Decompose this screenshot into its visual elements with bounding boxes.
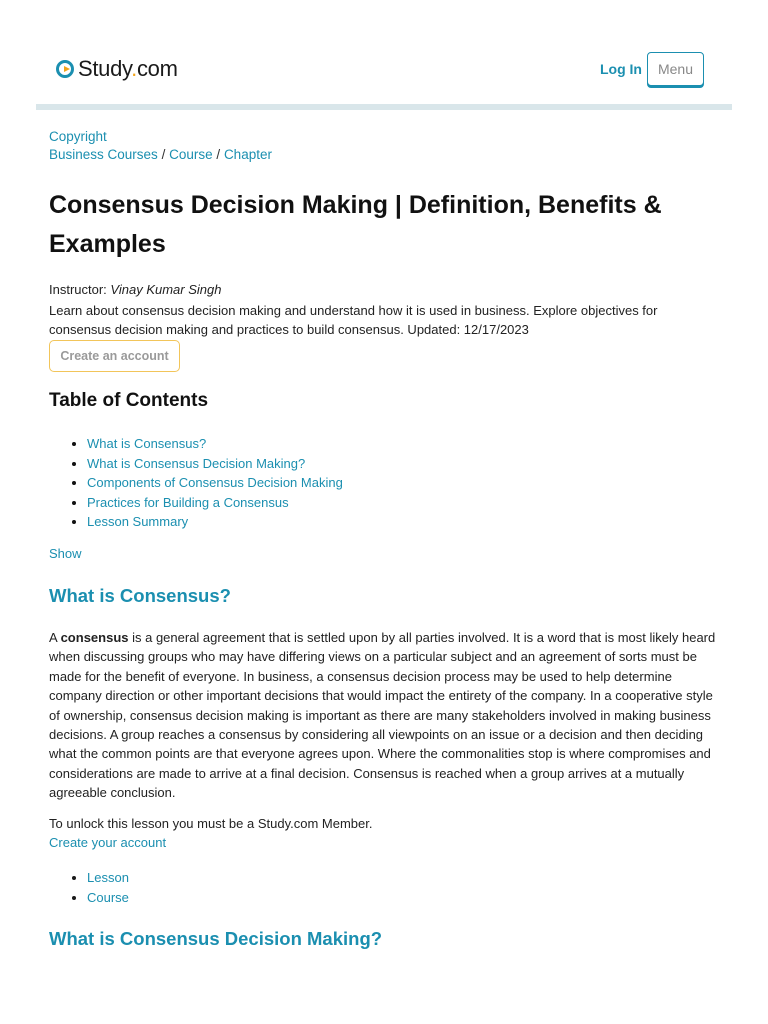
lesson-link[interactable]: Lesson [87,870,129,885]
unlock-message: To unlock this lesson you must be a Study.com Member. [49,816,373,831]
lesson-course-list [49,868,129,907]
toc-item [87,493,343,513]
breadcrumb-separator: / [216,147,221,162]
breadcrumb-copyright[interactable]: Copyright [49,129,107,144]
toc-item [87,512,343,532]
site-logo[interactable] [56,56,178,82]
instructor-line [49,282,221,297]
create-your-account-link[interactable]: Create your account [49,835,167,850]
toc-item [87,454,343,474]
header-divider [36,104,732,110]
site-header [36,0,732,104]
section-heading-what-is-consensus: What is Consensus? [49,585,231,606]
menu-button[interactable]: Menu [647,52,704,86]
toc-title: Table of Contents [49,390,209,411]
breadcrumb-course[interactable]: Course [169,147,213,162]
list-item [87,888,129,908]
toc-link-what-is-consensus[interactable]: What is Consensus? [87,436,207,451]
toc-item [87,434,343,454]
toc-link-consensus-decision-making[interactable]: What is Consensus Decision Making? [87,455,306,471]
play-logo-icon [56,60,74,78]
section-heading-consensus-decision-making: What is Consensus Decision Making? [49,928,383,949]
logo-text: Study.com [78,56,178,81]
login-link[interactable]: Log In [600,61,642,77]
toc-link-practices[interactable]: Practices for Building a Consensus [87,494,289,510]
toc-link-components[interactable]: Components of Consensus Decision Making [87,475,343,490]
page-title: Consensus Decision Making | Definition, Benefits & Examples [49,191,662,258]
section-paragraph: A consensus is a general agreement that is settled upon by all parties involved. It is a word that is most likely heard when discussing groups who may have differing views on a particular subject and an agreement of sorts must be made for the benefit of everyone. In business, a consensus decision process may be used to help determine company direction or other important decisions that would impact the entirety of the company. In a cooperative style of ownership, consensus decision making is important as there are many stakeholders involved in making business decisions. A group reaches a consensus by considering all viewpoints on an issue or a decision and then deciding what the common points are that everyone agrees upon. Where the commonalities stop is where compromises and considerations are made to arrive at a final decision. Consensus is reached when a group arrives at a mutually agreeable conclusion. [49,630,716,801]
lesson-description: Learn about consensus decision making and understand how it is used in business. Explore objectives for consensus decision making and practices to build consensus. Updated: 12/17/2023 [49,303,658,337]
bold-term: consensus [60,630,129,645]
toc-show-link[interactable]: Show [49,546,82,561]
create-account-button[interactable]: Create an account [49,340,180,372]
instructor-name: Vinay Kumar Singh [110,282,222,297]
breadcrumb-business-courses[interactable]: Business Courses [49,147,158,162]
instructor-label: Instructor: [49,282,107,297]
course-link[interactable]: Course [87,889,129,905]
list-item [87,868,129,888]
toc-list [49,434,343,532]
breadcrumb [49,147,272,162]
toc-item [87,473,343,493]
breadcrumb-separator: / [161,147,166,162]
toc-link-lesson-summary[interactable]: Lesson Summary [87,514,189,529]
breadcrumb-chapter[interactable]: Chapter [223,147,272,162]
